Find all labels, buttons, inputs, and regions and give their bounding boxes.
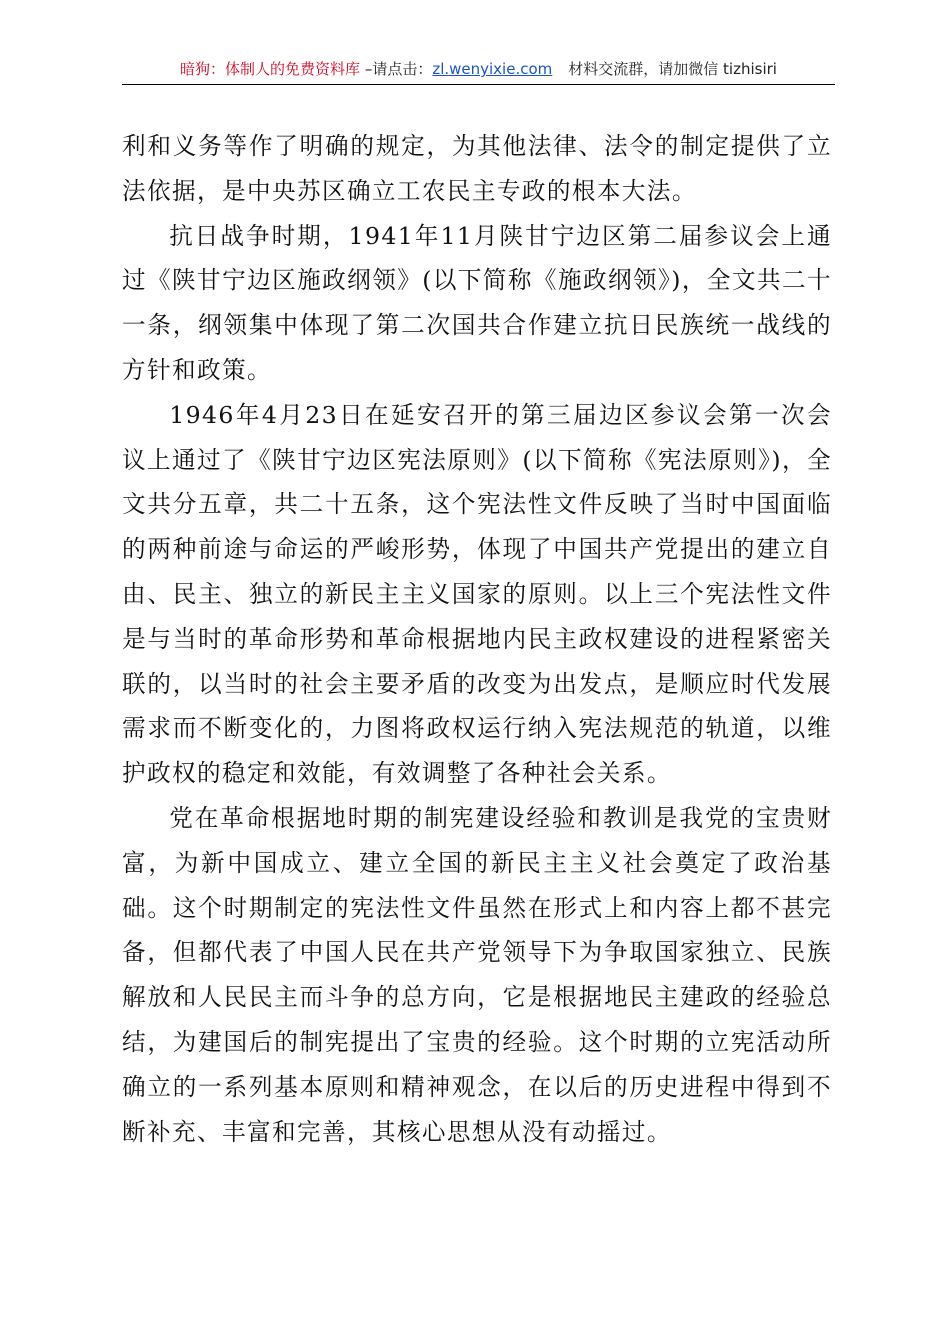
paragraph-anti-japanese-war: 抗日战争时期，1941年11月陕甘宁边区第二届参议会上通过《陕甘宁边区施政纲领》(以下简称《施政纲领》)，全文共二十一条，纲领集中体现了第二次国共合作建立抗日民族统一战线的方针和政策。 — [122, 221, 832, 384]
paragraph-continuation: 利和义务等作了明确的规定，为其他法律、法令的制定提供了立法依据，是中央苏区确立工农民主专政的根本大法。 — [122, 132, 832, 205]
paragraph-party-experience: 党在革命根据地时期的制宪建设经验和教训是我党的宝贵财富，为新中国成立、建立全国的新民主主义社会奠定了政治基础。这个时期制定的宪法性文件虽然在形式上和内容上都不甚完备，但都代表了中国人民在共产党领导下为争取国家独立、民族解放和人民民主而斗争的总方向，它是根据地民主建政的经验总结，为建国后的制宪提出了宝贵的经验。这个时期的立宪活动所确立的一系列基本原则和精神观念，在以后的历史进程中得到不断补充、丰富和完善，其核心思想从没有动摇过。 — [122, 803, 832, 1146]
page-header — [122, 58, 835, 85]
header-wechat-note: 材料交流群，请加微信 tizhisiri — [568, 60, 777, 78]
paragraph-1946-constitution-principles: 1946年4月23日在延安召开的第三届边区参议会第一次会议上通过了《陕甘宁边区宪法原则》(以下简称《宪法原则》)，全文共分五章，共二十五条，这个宪法性文件反映了当时中国面临的两种前途与命运的严峻形势，体现了中国共产党提出的建立自由、民主、独立的新民主主义国家的原则。以上三个宪法性文件是与当时的革命形势和革命根据地内民主政权建设的进程紧密关联的，以当时的社会主要矛盾的改变为出发点，是顺应时代发展需求而不断变化的，力图将政权运行纳入宪法规范的轨道，以维护政权的稳定和效能，有效调整了各种社会关系。 — [122, 400, 832, 788]
header-link[interactable]: zl.wenyixie.com — [432, 60, 553, 78]
document-body — [122, 124, 832, 1154]
header-brand: 暗狗：体制人的免费资料库 — [180, 60, 361, 78]
header-prompt: –请点击： — [360, 60, 433, 78]
